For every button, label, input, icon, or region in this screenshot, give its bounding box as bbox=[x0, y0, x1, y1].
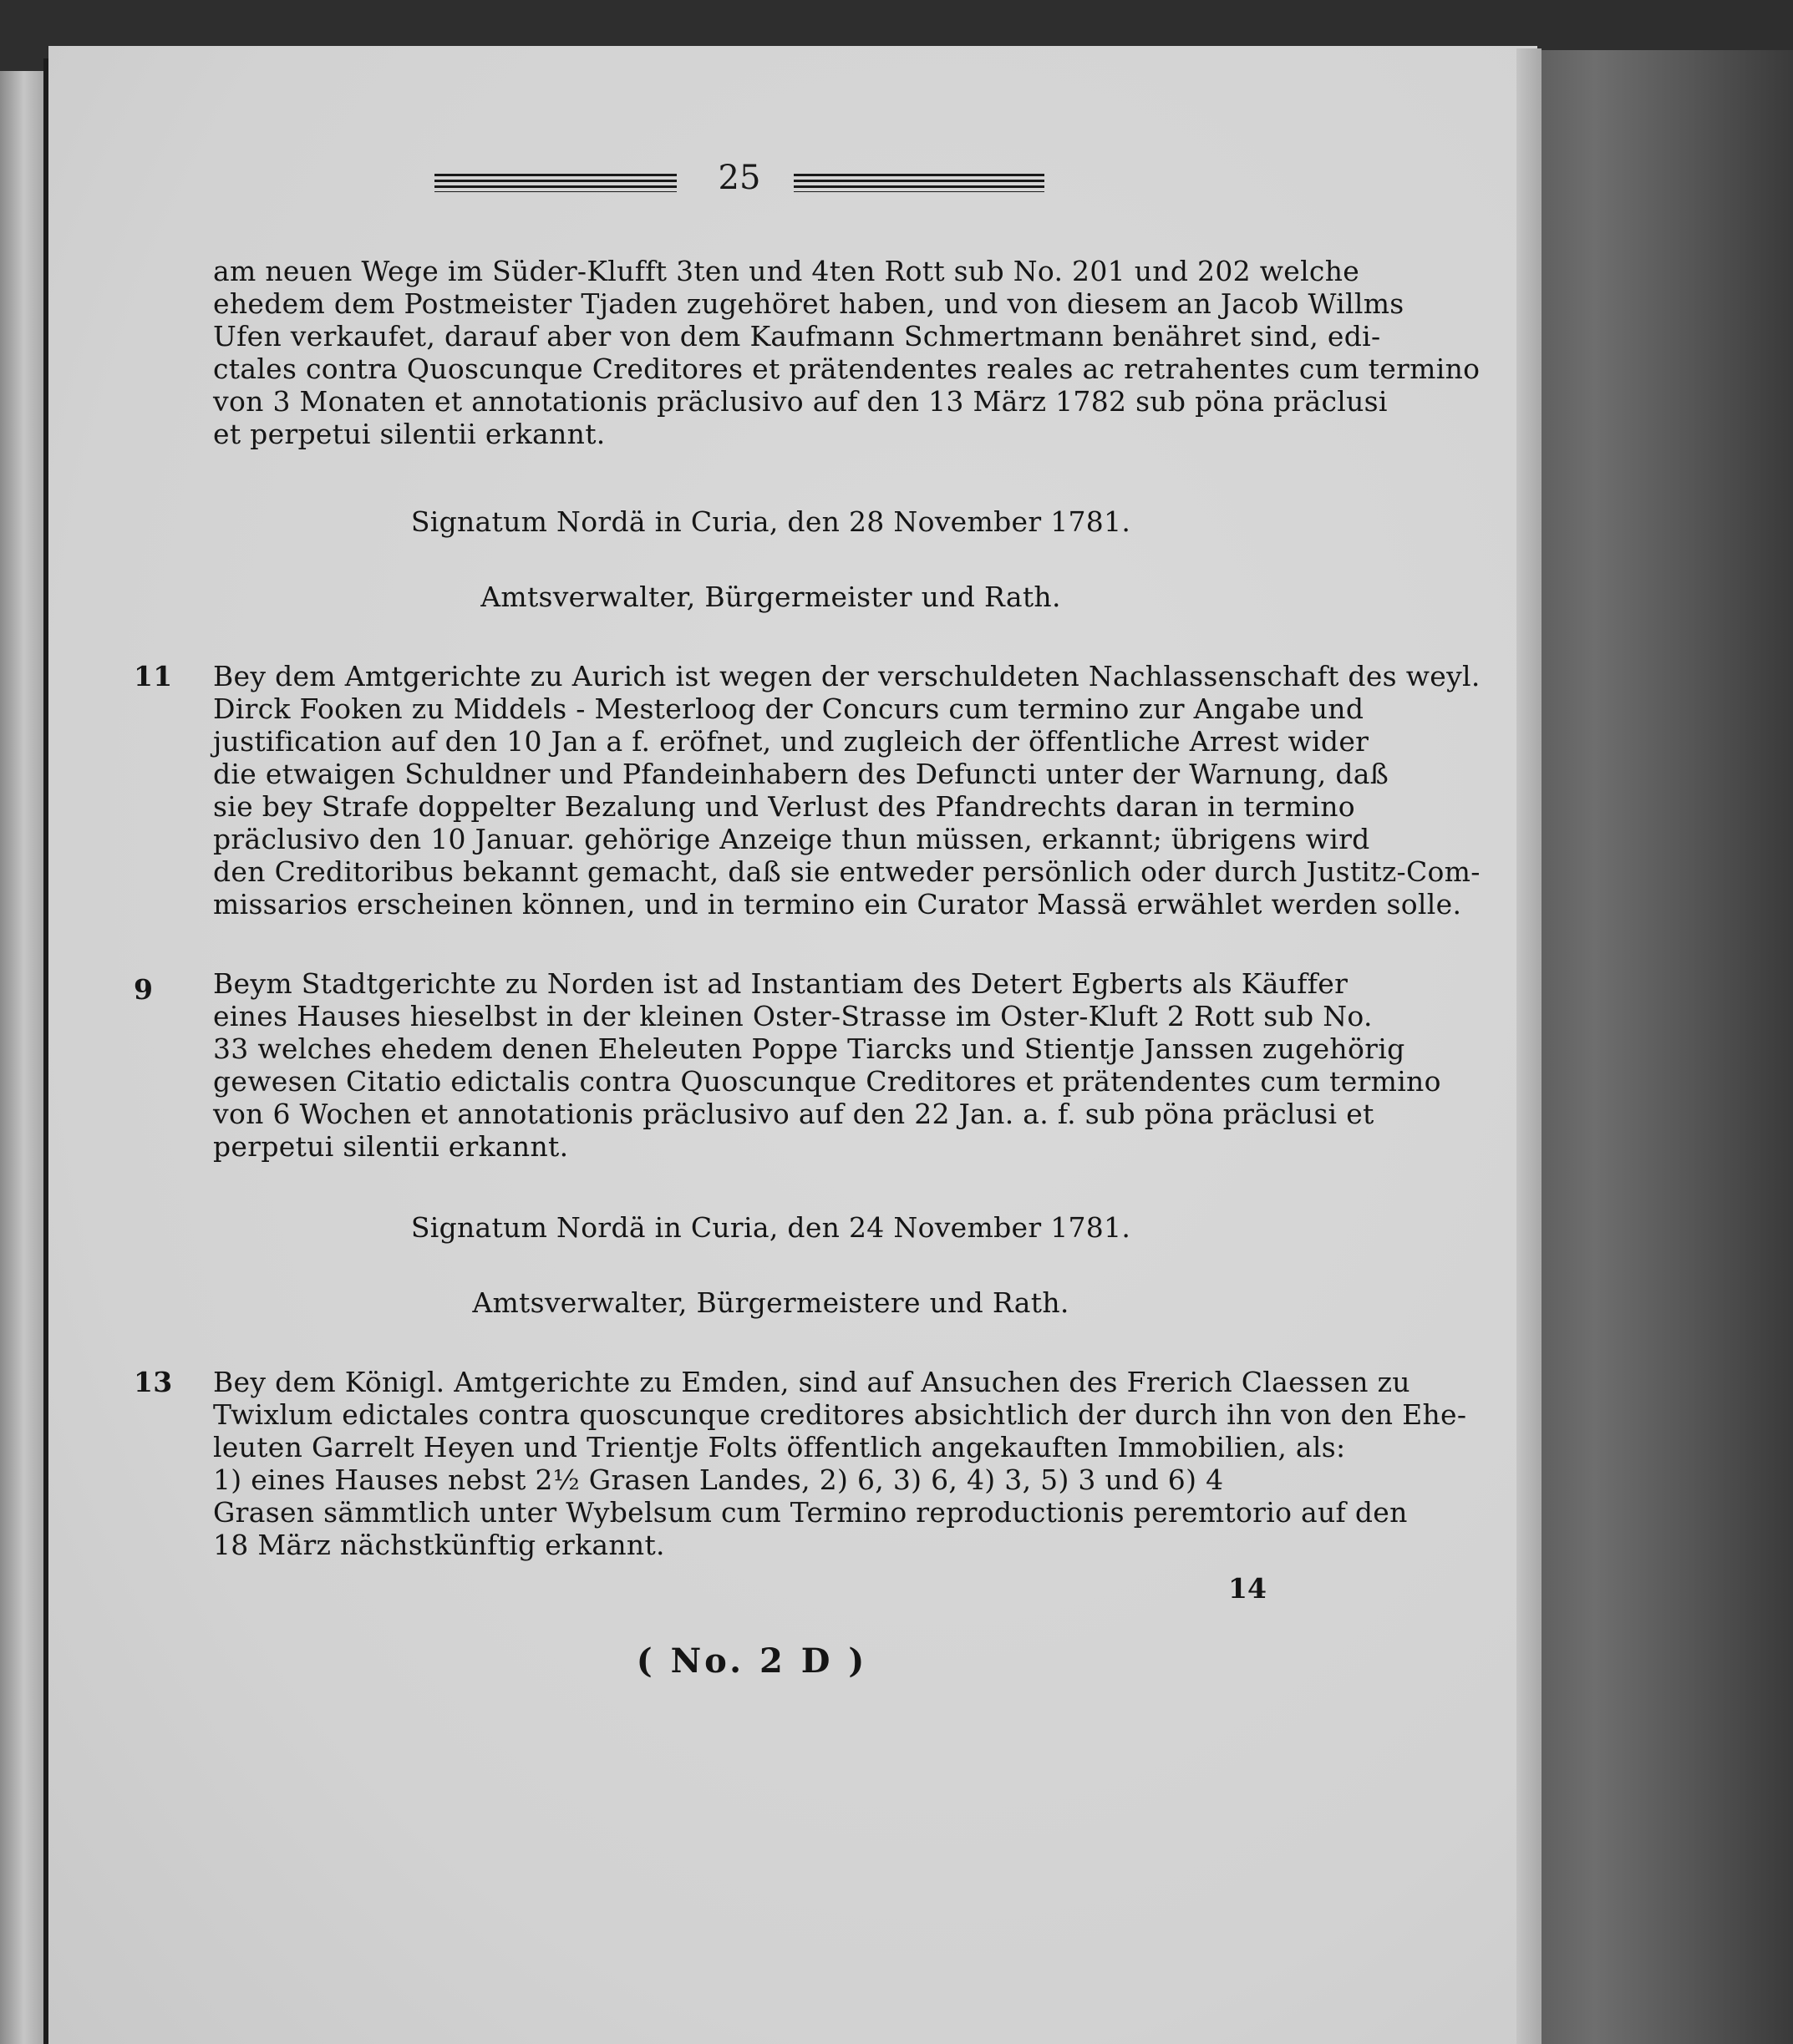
header-rule-left bbox=[434, 174, 677, 192]
text-line: präclusivo den 10 Januar. gehörige Anzeige thun müssen, erkannt; übrigens wird bbox=[213, 823, 1370, 855]
book-cover-edge bbox=[1529, 50, 1793, 2044]
text-line: leuten Garrelt Heyen und Trientje Folts öffentlich angekauften Immobilien, als: bbox=[213, 1431, 1346, 1463]
text-line: ctales contra Quoscunque Creditores et prätendentes reales ac retrahentes cum termino bbox=[213, 353, 1481, 385]
entry-notice bbox=[213, 967, 1441, 1163]
text-line: 18 März nächstkünftig erkannt. bbox=[213, 1529, 665, 1561]
text-line: 33 welches ehedem denen Eheleuten Poppe Tiarcks und Stientje Janssen zugehörig bbox=[213, 1032, 1405, 1065]
text-line: Beym Stadtgerichte zu Norden ist ad Instantiam des Detert Egberts als Käuffer bbox=[213, 967, 1349, 1000]
text-line: 1) eines Hauses nebst 2½ Grasen Landes, 2) 6, 3) 6, 4) 3, 5) 3 und 6) 4 bbox=[213, 1463, 1224, 1496]
entry-number: 11 bbox=[134, 660, 173, 692]
text-line: von 3 Monaten et annotationis präclusivo auf den 13 März 1782 sub pöna präclusi bbox=[213, 385, 1388, 418]
text-line: ehedem dem Postmeister Tjaden zugehöret haben, und von diesem an Jacob Willms bbox=[213, 287, 1404, 320]
page-header bbox=[434, 159, 1036, 209]
text-line: Ufen verkaufet, darauf aber von dem Kaufmann Schmertmann benähret sind, edi- bbox=[213, 320, 1381, 353]
text-line: justification auf den 10 Jan a f. eröfnet, und zugleich der öffentliche Arrest wider bbox=[213, 725, 1369, 758]
entry-notice bbox=[213, 1366, 1467, 1561]
text-line: von 6 Wochen et annotationis präclusivo auf den 22 Jan. a. f. sub pöna präclusi et bbox=[213, 1098, 1374, 1130]
text-line: den Creditoribus bekannt gemacht, daß sie entweder persönlich oder durch Justitz-Com- bbox=[213, 855, 1481, 888]
text-line: sie bey Strafe doppelter Bezalung und Verlust des Pfandrechts daran in termino bbox=[213, 790, 1355, 823]
entry-number: 13 bbox=[134, 1366, 173, 1398]
dateline: Signatum Nordä in Curia, den 28 November 1781. bbox=[410, 505, 1131, 538]
text-line: Twixlum edictales contra quoscunque creditores absichtlich der durch ihn von den Ehe- bbox=[213, 1398, 1467, 1431]
facing-page-edge bbox=[0, 71, 43, 2044]
page-number: 25 bbox=[718, 159, 761, 197]
text-line: gewesen Citatio edictalis contra Quoscunque Creditores et prätendentes cum termino bbox=[213, 1065, 1441, 1098]
authority-signature: Amtsverwalter, Bürgermeistere und Rath. bbox=[472, 1286, 1069, 1319]
page-edge-shadow bbox=[1516, 48, 1542, 2044]
text-line: Bey dem Königl. Amtgerichte zu Emden, sind auf Ansuchen des Frerich Claessen zu bbox=[213, 1366, 1410, 1398]
text-line: missarios erscheinen können, und in termino ein Curator Massä erwählet werden solle. bbox=[213, 888, 1462, 921]
text-line: et perpetui silentii erkannt. bbox=[213, 418, 606, 450]
text-line: eines Hauses hieselbst in der kleinen Oster-Strasse im Oster-Kluft 2 Rott sub No. bbox=[213, 1000, 1373, 1032]
authority-signature: Amtsverwalter, Bürgermeister und Rath. bbox=[480, 581, 1061, 613]
entry-continuation bbox=[213, 255, 1481, 450]
dateline: Signatum Nordä in Curia, den 24 November 1781. bbox=[410, 1211, 1131, 1244]
header-rule-right bbox=[794, 174, 1044, 192]
text-line: Bey dem Amtgerichte zu Aurich ist wegen der verschuldeten Nachlassenschaft des weyl. bbox=[213, 660, 1481, 692]
text-line: Grasen sämmtlich unter Wybelsum cum Termino reproductionis peremtorio auf den bbox=[213, 1496, 1408, 1529]
catchword: 14 bbox=[1228, 1572, 1267, 1605]
text-line: am neuen Wege im Süder-Klufft 3ten und 4ten Rott sub No. 201 und 202 welche bbox=[213, 255, 1360, 287]
text-line: die etwaigen Schuldner und Pfandeinhabern des Defuncti unter der Warnung, daß bbox=[213, 758, 1389, 790]
text-line: Dirck Fooken zu Middels - Mesterloog der Concurs cum termino zur Angabe und bbox=[213, 692, 1364, 725]
signature-mark: ( No. 2 D ) bbox=[636, 1641, 868, 1681]
entry-notice bbox=[213, 660, 1481, 921]
entry-number: 9 bbox=[134, 973, 154, 1006]
text-line: perpetui silentii erkannt. bbox=[213, 1130, 569, 1163]
